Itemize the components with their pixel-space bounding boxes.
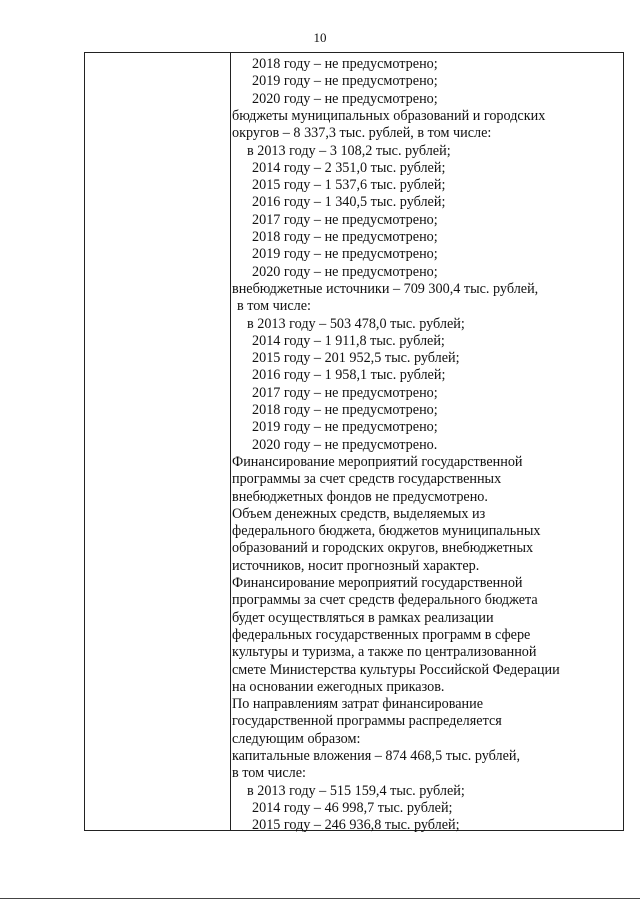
bottom-rule: [0, 898, 640, 899]
document-table: [84, 52, 624, 834]
text-line: в 2013 году – 3 108,2 тыс. рублей;: [247, 142, 451, 159]
text-line: округов – 8 337,3 тыс. рублей, в том числе:: [232, 125, 492, 142]
text-line: капитальные вложения – 874 468,5 тыс. рублей,: [232, 748, 521, 764]
text-line: 2019 году – не предусмотрено;: [252, 73, 438, 90]
text-line: программы за счет средств федерального бюджета: [232, 592, 538, 609]
text-line: в 2013 году – 515 159,4 тыс. рублей;: [247, 782, 465, 799]
text-line: 2019 году – не предусмотрено;: [252, 419, 438, 436]
text-line: культуры и туризма, а также по централизованной: [232, 644, 537, 661]
text-line: 2018 году – не предусмотрено;: [252, 56, 438, 72]
text-line: бюджеты муниципальных образований и городских: [232, 107, 546, 124]
text-line: 2018 году – не предусмотрено;: [252, 229, 438, 245]
text-line: 2014 году – 46 998,7 тыс. рублей;: [252, 799, 453, 816]
text-line: 2020 году – не предусмотрено;: [252, 90, 438, 107]
text-line: программы за счет средств государственных: [232, 471, 502, 488]
text-line: По направлениям затрат финансирование: [232, 696, 484, 713]
text-line: 2015 году – 246 936,8 тыс. рублей;: [252, 817, 460, 834]
page-number: 10: [313, 30, 327, 45]
text-line: Финансирование мероприятий государственной: [232, 453, 523, 470]
column-divider: [230, 53, 231, 830]
text-line: смете Министерства культуры Российской Федерации: [232, 661, 560, 678]
text-line: 2020 году – не предусмотрено;: [252, 263, 438, 280]
text-line: внебюджетных фондов не предусмотрено.: [232, 488, 488, 505]
text-line: федеральных государственных программ в сфере: [232, 626, 531, 643]
text-line: 2017 году – не предусмотрено;: [252, 211, 438, 228]
text-line: 2018 году – не предусмотрено;: [252, 402, 438, 418]
text-line: 2020 году – не предусмотрено.: [252, 436, 438, 453]
text-line: 2015 году – 1 537,6 тыс. рублей;: [252, 177, 446, 194]
text-line: следующим образом:: [232, 730, 361, 747]
text-line: будет осуществляться в рамках реализации: [232, 609, 494, 626]
text-line: в том числе:: [232, 765, 306, 782]
text-line: 2019 году – не предусмотрено;: [252, 246, 438, 263]
text-line: 2014 году – 1 911,8 тыс. рублей;: [252, 332, 445, 349]
text-line: источников, носит прогнозный характер.: [232, 557, 480, 574]
text-line: Финансирование мероприятий государственной: [232, 575, 523, 591]
text-line: в 2013 году – 503 478,0 тыс. рублей;: [247, 315, 465, 332]
text-line: Объем денежных средств, выделяемых из: [232, 505, 486, 522]
text-line: образований и городских округов, внебюджетных: [232, 540, 534, 557]
text-line: 2016 году – 1 340,5 тыс. рублей;: [252, 194, 446, 211]
text-line: на основании ежегодных приказов.: [232, 678, 445, 695]
text-line: федерального бюджета, бюджетов муниципальных: [232, 523, 541, 540]
text-line: внебюджетные источники – 709 300,4 тыс. рублей,: [232, 280, 539, 297]
text-line: в том числе:: [237, 298, 311, 315]
text-line: 2014 году – 2 351,0 тыс. рублей;: [252, 159, 446, 176]
text-line: 2017 году – не предусмотрено;: [252, 384, 438, 401]
text-line: государственной программы распределяется: [232, 713, 502, 730]
text-line: 2016 году – 1 958,1 тыс. рублей;: [252, 367, 446, 384]
text-line: 2015 году – 201 952,5 тыс. рублей;: [252, 350, 460, 367]
